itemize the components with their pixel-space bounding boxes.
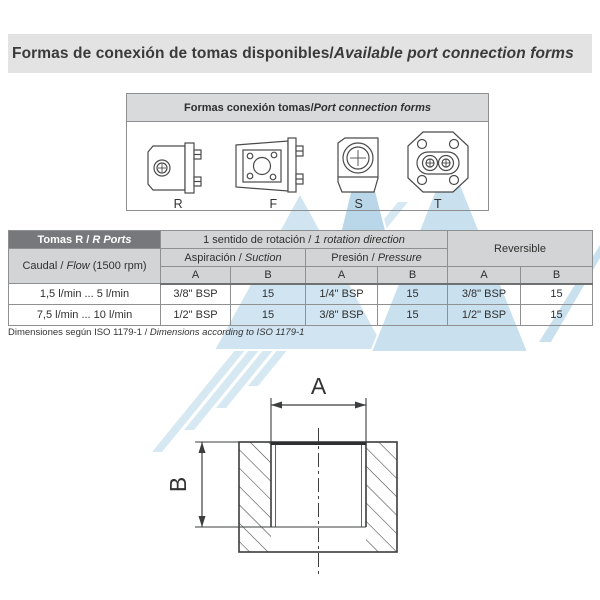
port-forms-header-en: Port connection forms xyxy=(313,101,431,114)
iso-footnote xyxy=(8,327,304,338)
flow-range-cell: 1,5 l/min ... 5 l/min xyxy=(9,284,161,305)
port-forms-body xyxy=(127,122,488,215)
reversible-a-cell: 3/8" BSP xyxy=(448,284,521,305)
ports-label-es: Tomas R xyxy=(37,233,84,246)
dimension-a xyxy=(271,373,366,409)
flow-header xyxy=(9,249,161,284)
ports-label-en: R Ports xyxy=(92,233,132,246)
port-form-label: T xyxy=(434,197,442,211)
pressure-label-es: Presión xyxy=(331,251,369,264)
rotation-direction-header xyxy=(161,231,448,249)
suction-a-cell: 1/2" BSP xyxy=(161,305,231,326)
suction-b-cell: 15 xyxy=(231,305,306,326)
rotation-header-en: 1 rotation direction xyxy=(314,233,405,246)
port-forms-header xyxy=(127,94,488,122)
col-header-reversible-b: B xyxy=(521,267,593,284)
page-title-en: Available port connection forms xyxy=(333,44,574,62)
rotation-header-separator: / xyxy=(305,233,315,246)
col-header-reversible-a: A xyxy=(448,267,521,284)
hatched-right-wall xyxy=(366,442,397,552)
title-separator: / xyxy=(329,44,334,62)
flange-port-icon xyxy=(230,135,316,197)
pressure-label-separator: / xyxy=(368,251,378,264)
col-header-pressure-a: A xyxy=(306,267,378,284)
pressure-header xyxy=(306,249,448,267)
pressure-a-cell: 1/4" BSP xyxy=(306,284,378,305)
reversible-label: Reversible xyxy=(494,242,546,255)
port-form-label: S xyxy=(354,197,363,211)
threaded-side-port-icon xyxy=(140,139,216,197)
port-forms-header-es: Formas conexión tomas xyxy=(184,101,311,114)
pressure-label-en: Pressure xyxy=(377,251,422,264)
iso-footnote-separator: / xyxy=(141,327,150,338)
reversible-a-cell: 1/2" BSP xyxy=(448,305,521,326)
port-dimension-drawing xyxy=(150,360,430,595)
col-header-suction-b: B xyxy=(231,267,306,284)
port-form-r xyxy=(140,139,216,211)
port-form-label: R xyxy=(173,197,183,211)
table-row xyxy=(9,284,593,305)
port-form-f xyxy=(230,135,316,211)
reversible-b-cell: 15 xyxy=(521,305,593,326)
suction-label-separator: / xyxy=(235,251,245,264)
iso-footnote-en: Dimensions according to ISO 1179-1 xyxy=(149,327,305,338)
suction-a-cell: 3/8" BSP xyxy=(161,284,231,305)
dimension-a-label: A xyxy=(310,373,327,399)
hatched-left-wall xyxy=(239,442,271,552)
port-form-t xyxy=(401,127,475,211)
suction-label-en: Suction xyxy=(244,251,282,264)
flow-range-cell: 7,5 l/min ... 10 l/min xyxy=(9,305,161,326)
reversible-b-cell: 15 xyxy=(521,284,593,305)
ports-table xyxy=(8,230,593,326)
col-header-pressure-b: B xyxy=(378,267,448,284)
suction-port-icon xyxy=(331,133,387,197)
suction-b-cell: 15 xyxy=(231,284,306,305)
twin-port-flange-icon xyxy=(401,127,475,197)
suction-header xyxy=(161,249,306,267)
rotation-header-es: 1 sentido de rotación xyxy=(203,233,306,246)
flow-label-en: Flow xyxy=(66,260,90,272)
page-title-es: Formas de conexión de tomas disponibles xyxy=(12,44,330,62)
port-forms-header-separator: / xyxy=(310,101,314,114)
reversible-header xyxy=(448,231,593,267)
port-form-label: F xyxy=(269,197,278,211)
pressure-b-cell: 15 xyxy=(378,284,448,305)
flow-label-rpm: (1500 rpm) xyxy=(89,260,147,272)
suction-label-es: Aspiración xyxy=(184,251,236,264)
dimension-b-label: B xyxy=(165,476,191,493)
page-title xyxy=(8,34,592,73)
pressure-b-cell: 15 xyxy=(378,305,448,326)
table-corner-header xyxy=(9,231,161,249)
col-header-suction-a: A xyxy=(161,267,231,284)
port-forms-box xyxy=(126,93,489,211)
flow-label-es: Caudal xyxy=(22,260,58,272)
ports-label-separator: / xyxy=(83,233,93,246)
pressure-a-cell: 3/8" BSP xyxy=(306,305,378,326)
table-row xyxy=(9,305,593,326)
port-form-s xyxy=(331,133,387,211)
dimension-b xyxy=(165,442,206,527)
iso-footnote-es: Dimensiones según ISO 1179-1 xyxy=(8,327,142,338)
flow-label-separator: / xyxy=(57,260,67,272)
